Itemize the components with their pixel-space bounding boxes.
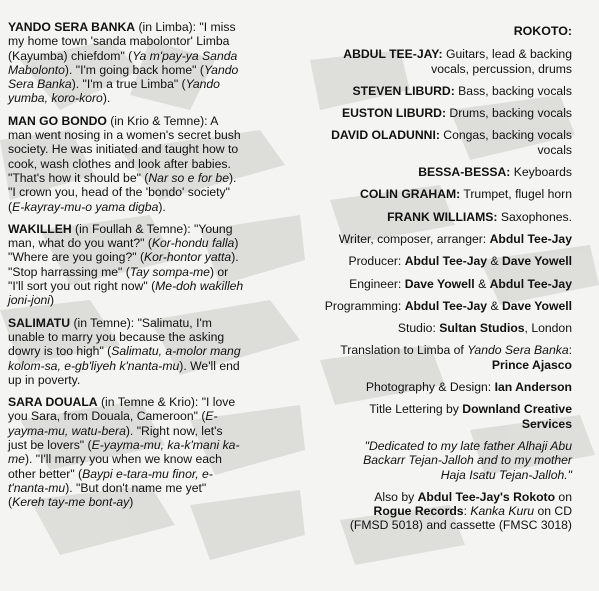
italic-text: Ya m'pay-ya Sanda [132,48,238,63]
italic-text: Salimatu, a-molor mang [111,344,241,359]
italic-text: Kereh tay-me bont-ay [12,495,130,510]
credit-entry [308,106,572,120]
italic-text: Baypi e-tara-mu finor, e- [82,466,213,481]
bold-text: BESSA-BESSA: [418,165,511,180]
text: Also by [374,489,418,504]
text: ). [229,170,237,185]
text-line [308,504,572,518]
text-line [8,185,308,199]
text: ). "I'm a true Limba" ( [71,77,186,92]
text: (in Limba): "I miss [135,20,236,34]
bold-text: EUSTON LIBURD: [341,106,447,121]
italic-text: Kor-hontor yatta [144,250,232,265]
text-line [308,321,572,335]
text: : [463,504,471,519]
text-line [8,49,308,63]
bold-text: Dave Yowell [404,276,475,291]
text-line [8,91,308,105]
credit-entry [308,380,572,394]
bold-text: Sultan Studios [439,321,525,336]
text-line [308,210,572,224]
italic-text: E-kayray-mu-o yama digba [12,199,159,214]
text-line [8,467,308,481]
text-line [308,380,572,394]
bold-text: DAVID OLADUNNI: [331,128,440,143]
text-line [308,439,572,453]
text-line [8,409,308,423]
text: , London [524,321,572,336]
text-line [8,438,308,452]
text-line [8,236,308,250]
text-line [8,424,308,438]
text-line [308,417,572,431]
text: "Where are you going?" ( [8,250,145,265]
credit-entry [308,254,572,268]
text: man, what do you want?" ( [8,236,152,251]
bold-text: Dave Yowell [502,254,572,269]
italic-text: kolom-sa, e-gb'liyeh k'nanta-mu [8,358,180,373]
text: ). [158,199,166,214]
italic-text: Nar so e for be [148,170,229,185]
text-line [308,62,572,76]
italic-text: Me-doh wakilleh [155,279,244,294]
text-line [308,106,572,120]
text: Programming: [324,298,405,313]
text-line [8,222,308,236]
bold-text: MAN GO BONDO [8,113,107,128]
text-line [8,265,308,279]
text: dowry is too high" ( [8,344,112,359]
text: Producer: [348,254,405,269]
bold-text: STEVEN LIBURD: [352,83,455,98]
text: (in Krio & Temne): A [106,113,219,128]
italic-text: yumba, koro-koro [8,91,103,106]
text: unable to marry you because the asking [8,329,225,344]
italic-text: Backarr Tejan-Jalloh and to my mother [363,453,572,468]
bold-text: Abdul Tee-Jay [489,276,572,291]
text-line [8,171,308,185]
text: ) or [209,264,229,279]
text: Drums, backing vocals [446,106,572,121]
text: ( [8,199,13,214]
italic-text: Kor-hondu falla [151,236,235,251]
text: ) [50,293,55,308]
credit-entry [308,47,572,76]
text: Photography & Design: [365,380,495,395]
text-line [308,277,572,291]
text: man went nosing in a women's secret bush [8,128,241,143]
italic-text: Yando [203,62,239,77]
text-line [8,344,308,358]
text-line [8,157,308,171]
text: Translation to Limba of [340,343,468,358]
italic-text: E-yayma-mu, ka-k'mani ka- [91,438,240,453]
text: & [474,276,490,291]
text-line [8,34,308,48]
text-line [308,24,572,38]
bold-text: Services [521,416,572,431]
text-line [308,128,572,142]
song-note [8,222,308,308]
text: Trumpet, flugel horn [460,187,572,202]
text: just be lovers" ( [8,438,92,453]
text: Bass, backing vocals [454,83,572,98]
bold-text: SALIMATU [8,315,71,330]
text: other better" ( [8,466,83,481]
bold-text: FRANK WILLIAMS: [387,209,498,224]
credit-entry [308,24,572,38]
credit-entry [308,277,572,291]
text-line [308,299,572,313]
italic-text: yayma-mu, watu-bera [8,423,126,438]
text: my home town 'sanda mabolontor' Limba [8,34,230,49]
bold-text: Ian Anderson [494,380,572,395]
text-line [308,343,572,357]
text-line [8,250,308,264]
text: Writer, composer, arranger: [338,231,490,246]
song-note [8,395,308,509]
text: cook, wash clothes and look after babies. [8,156,231,171]
text: : [568,343,572,358]
italic-text: Kanka Kuru [470,504,535,519]
text-line [8,293,308,307]
text-line [8,128,308,142]
credit-entry [308,128,572,157]
song-notes-column [8,20,308,518]
text: Saxophones. [497,209,572,224]
bold-text: Abdul Tee-Jay [489,231,572,246]
bold-text: WAKILLEH [8,221,72,236]
italic-text: Yando [185,77,220,92]
bold-text: Prince Ajasco [491,357,572,372]
text: ). "I'm going back home" ( [64,62,204,77]
credits-column [308,24,572,541]
text: "I crown you, head of the 'bondo' society" [8,185,230,200]
text: & [487,254,502,269]
bold-text: Downland Creative [462,402,572,417]
text-line [308,232,572,246]
bold-text: Rogue Records [373,504,464,519]
text-line [8,200,308,214]
bold-text: SARA DOUALA [8,395,98,410]
text: & [487,298,502,313]
text: you Sara, from Douala, Cameroon" ( [8,409,206,424]
text: (FMSD 5018) and cassette (FMSC 3018) [349,518,572,533]
italic-text: Haja Isatu Tejan-Jalloh." [440,467,572,482]
italic-text: joni-joni [8,293,51,308]
credit-entry [308,187,572,201]
credit-entry [308,343,572,372]
italic-text: Sera Banka [8,77,72,92]
text-line [8,452,308,466]
text: (Kayumba) chiefdom" ( [8,48,133,63]
text: on CD [534,504,572,519]
text: ) [234,236,239,251]
text-line [8,142,308,156]
text: ). [102,91,111,106]
text-line [308,358,572,372]
text-line [8,495,308,509]
italic-text: Yando Sera Banka [467,343,569,358]
song-note [8,114,308,214]
credit-entry [308,402,572,431]
text-line [8,373,308,387]
song-note [8,20,308,106]
bold-text: ABDUL TEE-JAY: [343,47,443,62]
credit-entry [308,321,572,335]
bold-text: YANDO SERA BANKA [8,20,136,34]
italic-text: t'nanta-mu [8,480,66,495]
text-line [8,330,308,344]
text: Keyboards [510,165,572,180]
text: on [555,489,572,504]
text-line [308,84,572,98]
text: Engineer: [349,276,405,291]
text-line [308,187,572,201]
text: up in poverty. [8,372,81,387]
text-line [8,114,308,128]
text-line [308,490,572,504]
italic-text: me [8,452,25,467]
text-line [308,468,572,482]
text-line [308,254,572,268]
text: "Stop harrassing me" ( [8,264,130,279]
italic-text: Mabolonto [8,62,65,77]
credit-entry [308,210,572,224]
text: ). "I'll marry you when we know each [24,452,222,467]
credit-entry [308,84,572,98]
text-line [8,316,308,330]
text-line [308,165,572,179]
credit-entry [308,165,572,179]
text: vocals [537,142,572,157]
bold-text: ROKOTO: [513,24,572,38]
text: "I'll sort you out right now" ( [8,279,156,294]
text: (in Temne & Krio): "I love [97,395,236,410]
text: ). "Right now, let's [125,423,223,438]
text-line [8,395,308,409]
credit-entry [308,490,572,533]
text-line [308,143,572,157]
italic-text: Tay sompa-me [129,264,210,279]
credit-entry [308,299,572,313]
text: Guitars, lead & backing [442,47,572,62]
text-line [8,481,308,495]
text-line [308,47,572,61]
text-line [8,359,308,373]
bold-text: Dave Yowell [502,298,572,313]
text: society. He was initiated and taught how to [8,142,239,157]
bold-text: Abdul Tee-Jay's Rokoto [417,489,556,504]
bold-text: Abdul Tee-Jay [404,298,488,313]
italic-text: "Dedicated to my late father Alhaji Abu [364,438,572,453]
credit-entry [308,232,572,246]
text-line [308,453,572,467]
text-line [8,63,308,77]
text: ). [231,250,239,265]
credit-entry [308,439,572,482]
text: Studio: [397,321,440,336]
text-line [308,518,572,532]
text-line [308,402,572,416]
text: ). We'll end [179,358,240,373]
song-note [8,316,308,387]
text: (in Foullah & Temne): "Young [71,221,233,236]
text: ) [129,495,134,510]
text: "That's how it should be" ( [8,170,149,185]
text: Congas, backing vocals [439,128,572,143]
text: ( [8,495,13,510]
italic-text: E- [205,409,218,424]
text: Title Lettering by [369,402,463,417]
bold-text: Abdul Tee-Jay [404,254,488,269]
text: ). "But don't name me yet" [65,480,207,495]
text: (in Temne): "Salimatu, I'm [70,315,212,330]
text-line [8,77,308,91]
bold-text: COLIN GRAHAM: [360,187,461,202]
text-line [8,279,308,293]
text-line [8,20,308,34]
text: vocals, percussion, drums [431,61,572,76]
